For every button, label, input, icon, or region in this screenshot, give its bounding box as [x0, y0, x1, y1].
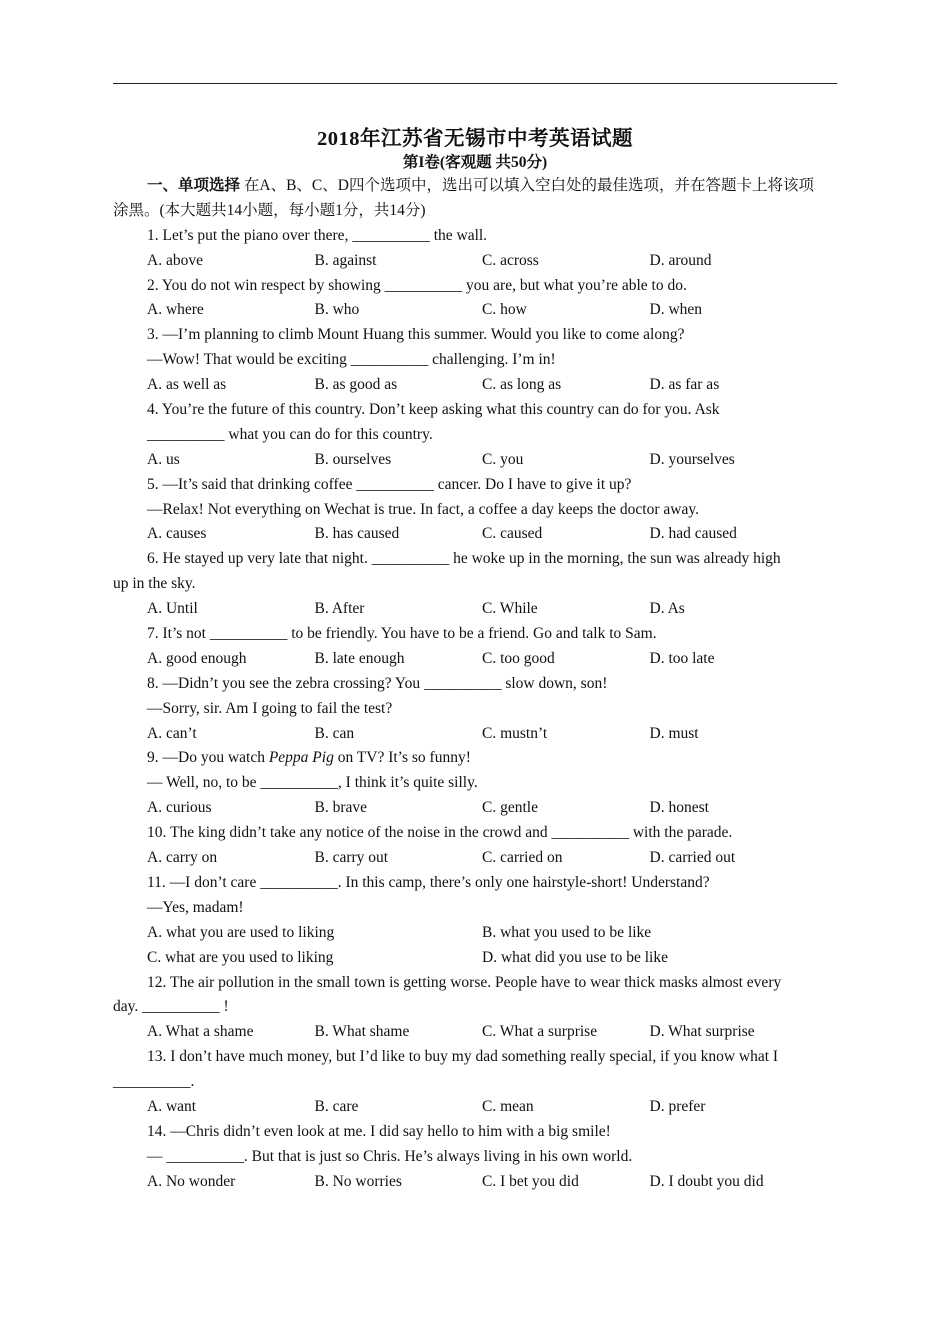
- option-b: B. who: [314, 301, 360, 319]
- options-row: [113, 921, 837, 946]
- option-d: D. too late: [649, 649, 715, 667]
- option-b: B. can: [314, 724, 355, 742]
- option-d: D. prefer: [649, 1097, 706, 1115]
- option-d: D. carried out: [649, 849, 736, 867]
- question-stem-line: —Wow! That would be exciting __________ challenging. I’m in!: [147, 351, 556, 369]
- question-stem: 4. You’re the future of this country. Don’t keep asking what this country can do for you. Ask: [147, 401, 720, 419]
- question-stem-part: 9. —Do you watch: [147, 749, 269, 767]
- option-c: C. what are you used to liking: [147, 948, 334, 966]
- option-c: C. you: [482, 450, 524, 468]
- options-row: [113, 1095, 837, 1120]
- exam-content: [113, 174, 837, 1195]
- question-stem: 13. I don’t have much money, but I’d like to buy my dad something really special, if you know what I: [147, 1048, 779, 1066]
- question-stem-line: day. __________ !: [113, 998, 229, 1016]
- section-instruction-text: 在A、B、C、D四个选项中，选出可以填入空白处的最佳选项，并在答题卡上将该项: [243, 177, 814, 194]
- option-c: C. too good: [482, 649, 555, 667]
- option-b: B. brave: [314, 799, 368, 817]
- options-row: [113, 597, 837, 622]
- option-b: B. ourselves: [314, 450, 392, 468]
- question-stem: 3. —I’m planning to climb Mount Huang this summer. Would you like to come along?: [147, 326, 685, 344]
- question-stem-line: __________ what you can do for this country.: [147, 425, 433, 443]
- section-instruction-cont: 涂黑。(本大题共14小题，每小题1分，共14分): [113, 201, 426, 219]
- section-instruction: [113, 174, 837, 199]
- option-c: C. What a surprise: [482, 1023, 598, 1041]
- option-c: C. While: [482, 600, 538, 618]
- option-a: A. What a shame: [147, 1023, 254, 1041]
- option-a: A. where: [147, 301, 204, 319]
- option-b: B. against: [314, 251, 377, 269]
- option-c: C. carried on: [482, 849, 563, 867]
- option-a: A. what you are used to liking: [147, 923, 335, 941]
- options-row: [113, 448, 837, 473]
- option-d: D. as far as: [649, 376, 720, 394]
- options-row: [113, 722, 837, 747]
- option-b: B. carry out: [314, 849, 389, 867]
- options-row: [113, 298, 837, 323]
- option-c: C. gentle: [482, 799, 538, 817]
- question-stem: 7. It’s not __________ to be friendly. You have to be a friend. Go and talk to Sam.: [147, 625, 657, 643]
- option-a: A. No wonder: [147, 1172, 236, 1190]
- option-b: B. What shame: [314, 1023, 410, 1041]
- question-stem-line: — Well, no, to be __________, I think it’s quite silly.: [147, 774, 478, 792]
- question-stem: 5. —It’s said that drinking coffee __________ cancer. Do I have to give it up?: [147, 475, 632, 493]
- question-stem-line: __________.: [113, 1073, 195, 1091]
- option-a: A. good enough: [147, 649, 247, 667]
- show-title: Peppa Pig: [268, 749, 334, 767]
- option-d: D. had caused: [649, 525, 737, 543]
- question-stem: 2. You do not win respect by showing __________ you are, but what you’re able to do.: [147, 276, 687, 294]
- option-c: C. as long as: [482, 376, 562, 394]
- options-row: [113, 522, 837, 547]
- option-b: B. After: [314, 600, 365, 618]
- question-stem: 1. Let’s put the piano over there, __________ the wall.: [147, 226, 488, 244]
- option-b: B. care: [314, 1097, 359, 1115]
- option-a: A. carry on: [147, 849, 218, 867]
- option-d: D. when: [649, 301, 703, 319]
- option-a: A. causes: [147, 525, 207, 543]
- question-stem-line: up in the sky.: [113, 575, 196, 593]
- option-a: A. Until: [147, 600, 198, 618]
- question-stem: 14. —Chris didn’t even look at me. I did say hello to him with a big smile!: [147, 1122, 611, 1140]
- option-a: A. can’t: [147, 724, 197, 742]
- option-a: A. us: [147, 450, 180, 468]
- options-row: [113, 946, 837, 971]
- option-d: D. As: [649, 600, 685, 618]
- option-b: B. No worries: [314, 1172, 402, 1190]
- header-rule: [113, 83, 837, 84]
- options-row: [113, 1170, 837, 1195]
- options-row: [113, 796, 837, 821]
- question-stem: 8. —Didn’t you see the zebra crossing? You __________ slow down, son!: [147, 674, 608, 692]
- page-title: 2018年江苏省无锡市中考英语试题: [317, 128, 633, 150]
- question-stem: 12. The air pollution in the small town is getting worse. People have to wear thick masks almost every: [147, 973, 782, 991]
- option-a: A. curious: [147, 799, 212, 817]
- option-a: A. above: [147, 251, 203, 269]
- option-d: D. What surprise: [649, 1023, 755, 1041]
- option-b: B. late enough: [314, 649, 405, 667]
- option-d: D. I doubt you did: [649, 1172, 764, 1190]
- options-row: [113, 647, 837, 672]
- option-d: D. honest: [649, 799, 709, 817]
- question-stem: [113, 746, 837, 771]
- options-row: [113, 846, 837, 871]
- option-a: A. want: [147, 1097, 197, 1115]
- option-c: C. across: [482, 251, 539, 269]
- options-row: [113, 249, 837, 274]
- question-stem: 6. He stayed up very late that night. __________ he woke up in the morning, the sun was already high: [147, 550, 781, 568]
- option-c: C. mustn’t: [482, 724, 548, 742]
- question-stem-line: — __________. But that is just so Chris. He’s always living in his own world.: [147, 1147, 633, 1165]
- question-stem: 10. The king didn’t take any notice of the noise in the crowd and __________ with the parade.: [147, 824, 733, 842]
- option-d: D. must: [649, 724, 699, 742]
- option-d: D. around: [649, 251, 712, 269]
- option-b: B. as good as: [314, 376, 398, 394]
- option-a: A. as well as: [147, 376, 227, 394]
- option-b: B. what you used to be like: [482, 923, 652, 941]
- options-row: [113, 373, 837, 398]
- options-row: [113, 1020, 837, 1045]
- page-subtitle: 第I卷(客观题 共50分): [402, 154, 548, 171]
- option-d: D. what did you use to be like: [482, 948, 668, 966]
- option-c: C. caused: [482, 525, 543, 543]
- option-b: B. has caused: [314, 525, 400, 543]
- option-c: C. mean: [482, 1097, 534, 1115]
- option-c: C. I bet you did: [482, 1172, 579, 1190]
- question-stem-line: —Relax! Not everything on Wechat is true. In fact, a coffee a day keeps the doctor away.: [147, 500, 699, 518]
- option-d: D. yourselves: [649, 450, 735, 468]
- section-heading: 一、单项选择: [147, 177, 241, 194]
- question-stem: 11. —I don’t care __________. In this camp, there’s only one hairstyle-short! Understand?: [147, 873, 710, 891]
- question-stem-line: —Yes, madam!: [147, 898, 244, 916]
- option-c: C. how: [482, 301, 527, 319]
- question-stem-part: on TV? It’s so funny!: [333, 749, 471, 767]
- question-stem-line: —Sorry, sir. Am I going to fail the test?: [147, 699, 393, 717]
